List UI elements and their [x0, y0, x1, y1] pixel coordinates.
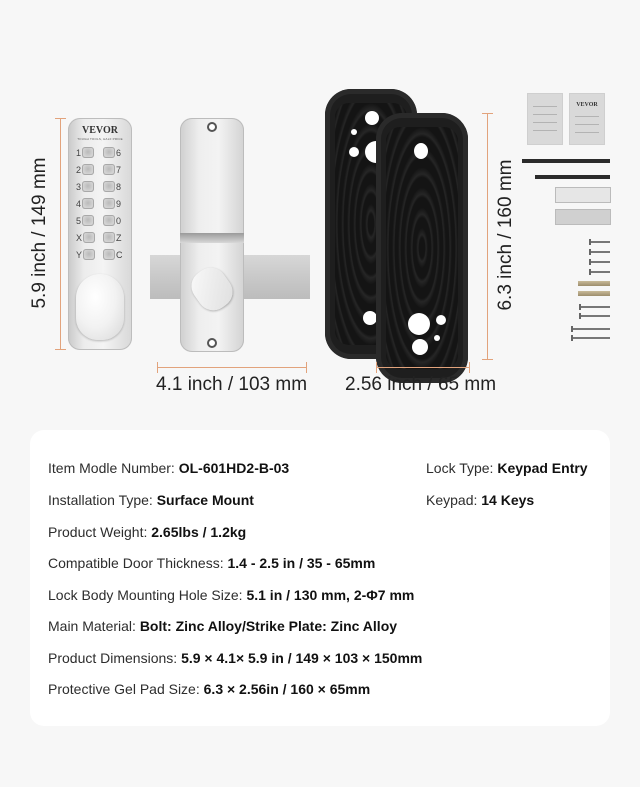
lock-width-dimension-line: [157, 367, 307, 368]
mounting-hole-top: [207, 122, 217, 132]
spec-gel-pad-size: Protective Gel Pad Size: 6.3 × 2.56in / 160 × 65mm: [48, 681, 371, 697]
thumb-turn: [185, 261, 239, 316]
key-z: Z: [103, 231, 124, 244]
spec-mounting-hole-size: Lock Body Mounting Hole Size: 5.1 in / 130 mm, 2-Φ7 mm: [48, 587, 415, 603]
spec-main-material: Main Material: Bolt: Zinc Alloy/Strike Plate: Zinc Alloy: [48, 618, 398, 634]
screw: [590, 271, 610, 273]
lock-back-plate: [180, 118, 244, 352]
installation-manual: [528, 94, 562, 144]
specifications-card: [30, 430, 610, 726]
key-4: 4: [76, 197, 97, 210]
lock-knob: [76, 274, 124, 340]
accessories-kit: [520, 90, 620, 350]
lock-height-label: 5.9 inch / 149 mm: [29, 157, 50, 309]
pad-width-label: 2.56 inch / 65 mm: [345, 374, 497, 395]
key-6: 6: [103, 146, 124, 159]
screw: [590, 241, 610, 243]
long-screw: [580, 315, 610, 317]
spec-keypad: Keypad: 14 Keys: [426, 492, 535, 508]
anchor: [578, 291, 610, 296]
spec-item-model-number: Item Modle Number: OL-601HD2-B-03: [48, 460, 290, 476]
spec-product-weight: Product Weight: 2.65lbs / 1.2kg: [48, 524, 247, 540]
key-3: 3: [76, 180, 97, 193]
spec-installation-type: Installation Type: Surface Mount: [48, 492, 254, 508]
brand-logo: VEVOR: [82, 125, 118, 136]
long-screw: [572, 337, 610, 339]
mounting-hole-bottom: [207, 338, 217, 348]
brand-tagline: TOUGH TOOLS, HALF PRICE: [77, 137, 123, 141]
key-2: 2: [76, 163, 97, 176]
key-8: 8: [103, 180, 124, 193]
key-7: 7: [103, 163, 124, 176]
pad-height-label: 6.3 inch / 160 mm: [495, 159, 516, 311]
pad-width-dimension-line: [376, 367, 470, 368]
spindle-bar-long: [522, 159, 610, 163]
plate-step: [180, 233, 244, 243]
key-0: 0: [103, 214, 124, 227]
long-screw: [572, 328, 610, 330]
keypad-grid: [76, 146, 124, 261]
screw: [590, 251, 610, 253]
long-screw: [580, 306, 610, 308]
lock-height-dimension-line: [60, 118, 61, 350]
key-1: 1: [76, 146, 97, 159]
strike-plate: [556, 188, 610, 202]
gel-pad-front: [376, 113, 468, 383]
key-9: 9: [103, 197, 124, 210]
anchor: [578, 281, 610, 286]
spec-lock-type: Lock Type: Keypad Entry: [426, 460, 588, 476]
key-y: Y: [76, 248, 97, 261]
key-5: 5: [76, 214, 97, 227]
spindle-bar-short: [535, 175, 610, 179]
key-c: C: [103, 248, 124, 261]
spec-product-dimensions: Product Dimensions: 5.9 × 4.1× 5.9 in / 149 × 103 × 150mm: [48, 650, 423, 666]
key-x: X: [76, 231, 97, 244]
keypad-front-panel: [68, 118, 132, 350]
lock-width-label: 4.1 inch / 103 mm: [156, 374, 308, 395]
spec-door-thickness: Compatible Door Thickness: 1.4 - 2.5 in / 35 - 65mm: [48, 555, 376, 571]
strike-box: [556, 210, 610, 224]
pad-height-dimension-line: [487, 113, 488, 360]
warranty-card: VEVOR: [570, 94, 604, 144]
screw: [590, 261, 610, 263]
